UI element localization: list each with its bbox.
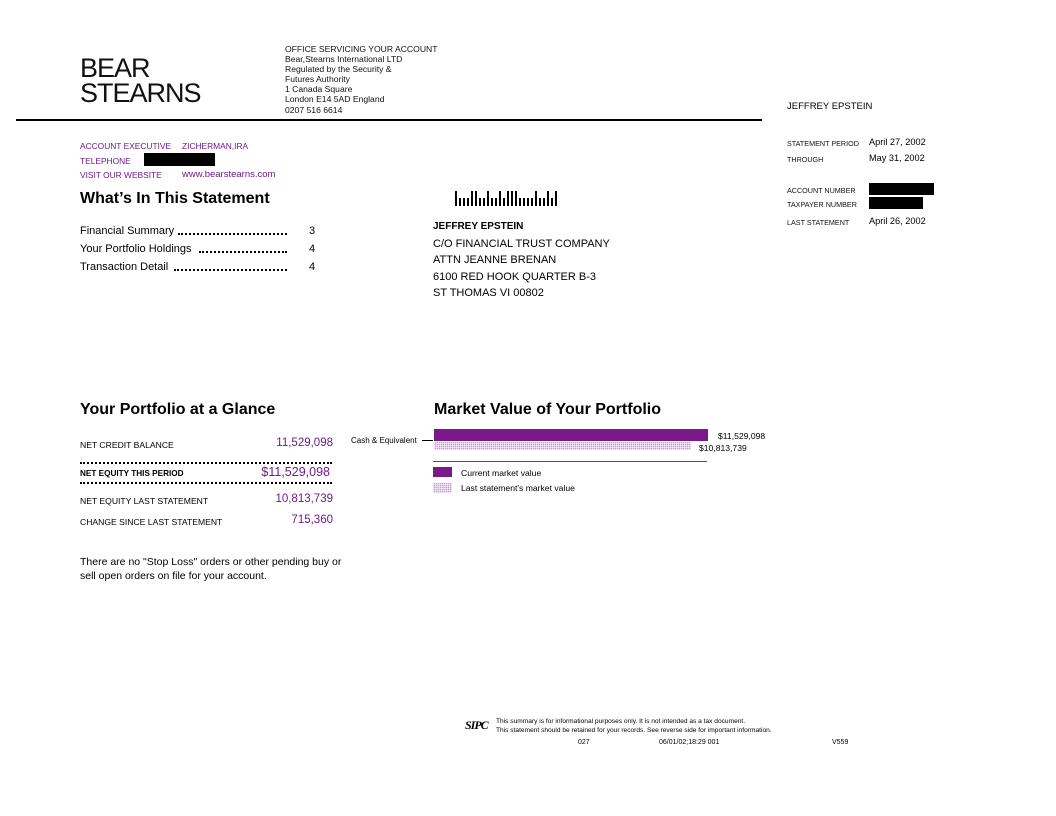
market-value-title: Market Value of Your Portfolio xyxy=(434,401,661,418)
redacted-telephone xyxy=(144,153,215,166)
footer-version: V559 xyxy=(832,739,849,746)
office-line: 0207 516 6614 xyxy=(285,104,343,115)
toc-leader xyxy=(174,269,287,271)
mailing-address xyxy=(433,219,610,302)
toc-item-transaction-detail[interactable]: Transaction Detail xyxy=(80,261,169,273)
logo-line2: STEARNS xyxy=(80,78,201,108)
account-number-label: ACCOUNT NUMBER xyxy=(787,186,856,195)
mailing-name: JEFFREY EPSTEIN xyxy=(433,221,524,232)
glance-title: Your Portfolio at a Glance xyxy=(80,401,276,418)
bar-current-market-value xyxy=(434,429,708,441)
net-equity-last-value: 10,813,739 xyxy=(275,493,333,505)
toc-leader xyxy=(199,251,287,253)
office-line: 1 Canada Square xyxy=(285,84,353,95)
net-equity-label: NET EQUITY THIS PERIOD xyxy=(80,469,184,478)
postal-barcode-icon xyxy=(455,191,561,206)
dotted-divider xyxy=(80,482,332,484)
office-line: Regulated by the Security & xyxy=(285,64,392,75)
change-label: CHANGE SINCE LAST STATEMENT xyxy=(80,517,223,527)
net-credit-balance-label: NET CREDIT BALANCE xyxy=(80,440,174,450)
statement-period-value: April 27, 2002 xyxy=(869,137,926,147)
website-label: VISIT OUR WEBSITE xyxy=(80,170,162,180)
toc-item-portfolio-holdings[interactable]: Your Portfolio Holdings xyxy=(80,243,192,255)
mailing-line: C/O FINANCIAL TRUST COMPANY xyxy=(433,237,610,250)
toc-page-number: 4 xyxy=(309,243,316,255)
mailing-line: ST THOMAS VI 00802 xyxy=(433,287,544,299)
mailing-line: ATTN JEANNE BRENAN xyxy=(433,254,557,266)
legend-last-swatch xyxy=(433,483,452,493)
logo-line1: BEAR xyxy=(80,53,150,83)
chart-baseline xyxy=(433,461,707,462)
contents-title: What’s In This Statement xyxy=(80,190,270,207)
office-address xyxy=(285,44,437,115)
telephone-label: TELEPHONE xyxy=(80,156,131,166)
net-equity-value: $11,529,098 xyxy=(261,465,330,479)
sipc-logo: SIPC xyxy=(465,718,488,732)
account-executive-value: ZICHERMAN,IRA xyxy=(182,141,249,151)
mailing-line: 6100 RED HOOK QUARTER B-3 xyxy=(433,270,597,283)
footer-disclaimer-line1: This summary is for informational purposes only. It is not intended as a tax document. xyxy=(496,718,746,725)
legend-current-label: Current market value xyxy=(461,468,542,478)
bear-stearns-logo xyxy=(80,53,201,108)
office-line: Futures Authority xyxy=(285,74,350,85)
header-divider xyxy=(16,119,762,121)
last-statement-value: April 26, 2002 xyxy=(869,216,926,226)
footer-timestamp: 06/01/02;18:29 001 xyxy=(659,739,720,746)
category-label: Cash & Equivalent xyxy=(351,436,417,445)
dotted-divider xyxy=(80,462,332,464)
footer-disclaimer-line2: This statement should be retained for your records. See reverse side for important information. xyxy=(496,727,772,734)
toc-page-number: 4 xyxy=(309,261,316,273)
office-line: Bear,Stearns International LTD xyxy=(285,54,403,65)
statement-period-label: STATEMENT PERIOD xyxy=(787,139,859,148)
account-executive-label: ACCOUNT EXECUTIVE xyxy=(80,141,172,151)
open-orders-note: There are no "Stop Loss" orders or other pending buy or sell open orders on file for your account. xyxy=(80,556,342,582)
office-line: OFFICE SERVICING YOUR ACCOUNT xyxy=(285,44,438,54)
office-line: London E14 5AD England xyxy=(285,94,385,105)
redacted-taxpayer-number xyxy=(869,197,923,209)
category-leader-line xyxy=(422,440,433,441)
through-label: THROUGH xyxy=(787,155,824,164)
toc-page-number: 3 xyxy=(309,225,316,237)
last-statement-label: LAST STATEMENT xyxy=(787,218,850,227)
change-value: 715,360 xyxy=(291,514,333,526)
bar-last-market-value xyxy=(434,442,691,450)
toc-item-financial-summary[interactable]: Financial Summary xyxy=(80,225,175,237)
bar-last-label: $10,813,739 xyxy=(698,443,747,453)
through-value: May 31, 2002 xyxy=(869,153,925,163)
client-name-header: JEFFREY EPSTEIN xyxy=(787,101,873,112)
net-equity-last-label: NET EQUITY LAST STATEMENT xyxy=(80,496,209,506)
website-link[interactable]: www.bearstearns.com xyxy=(182,169,276,180)
redacted-account-number xyxy=(869,183,934,195)
legend-current-swatch xyxy=(433,467,452,477)
legend-last-label: Last statement's market value xyxy=(461,483,575,493)
bar-current-label: $11,529,098 xyxy=(718,431,766,441)
toc-leader xyxy=(178,233,287,235)
taxpayer-number-label: TAXPAYER NUMBER xyxy=(787,200,857,209)
net-credit-balance-value: 11,529,098 xyxy=(276,437,333,449)
footer-code: 027 xyxy=(578,739,590,746)
